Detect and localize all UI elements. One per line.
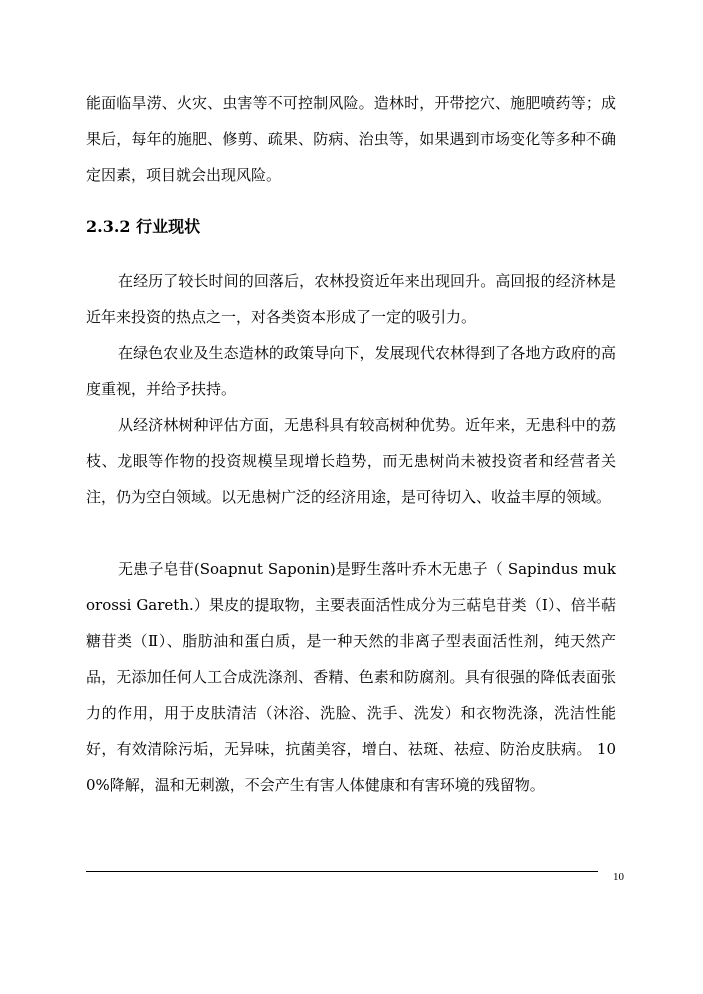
paragraph-soapnut-saponin: 无患子皂苷(Soapnut Saponin)是野生落叶乔木无患子（ Sapindus mukorossi Gareth.）果皮的提取物，主要表面活性成分为三萜皂苷类（Ⅰ）、倍半萜糖苷类（Ⅱ）、脂肪油和蛋白质，是一种天然的非离子型表面活性剂，纯天然产品，无添加任何人工合成洗涤剂、香精、色素和防腐剂。具有很强的降低表面张力的作用，用于皮肤清洁（沐浴、洗脸、洗手、洗发）和衣物洗涤，洗洁性能好，有效清除污垢，无异味，抗菌美容，增白、祛斑、祛痘、防治皮肤病。 100%降解，温和无刺激，不会产生有害人体健康和有害环境的残留物。 [86, 560, 616, 794]
paragraph-species-advantage: 从经济林树种评估方面，无患科具有较高树种优势。近年来，无患科中的荔枝、龙眼等作物的投资规模呈现增长趋势，而无患树尚未被投资者和经营者关注，仍为空白领域。以无患树广泛的经济用途，是可待切入、收益丰厚的领域。 [86, 416, 616, 506]
paragraph-risk-continuation: 能面临旱涝、火灾、虫害等不可控制风险。造林时，开带挖穴、施肥喷药等；成果后，每年的施肥、修剪、疏果、防病、治虫等，如果遇到市场变化等多种不确定因素，项目就会出现风险。 [86, 94, 616, 184]
page-number: 10 [613, 871, 624, 883]
section-heading: 2.3.2 行业现状 [86, 217, 201, 236]
paragraph-investment-recovery: 在经历了较长时间的回落后，农林投资近年来出现回升。高回报的经济林是近年来投资的热点之一，对各类资本形成了一定的吸引力。 [86, 272, 616, 326]
footer-rule [86, 871, 598, 872]
paragraph-policy-support: 在绿色农业及生态造林的政策导向下，发展现代农林得到了各地方政府的高度重视，并给予扶持。 [86, 344, 616, 398]
